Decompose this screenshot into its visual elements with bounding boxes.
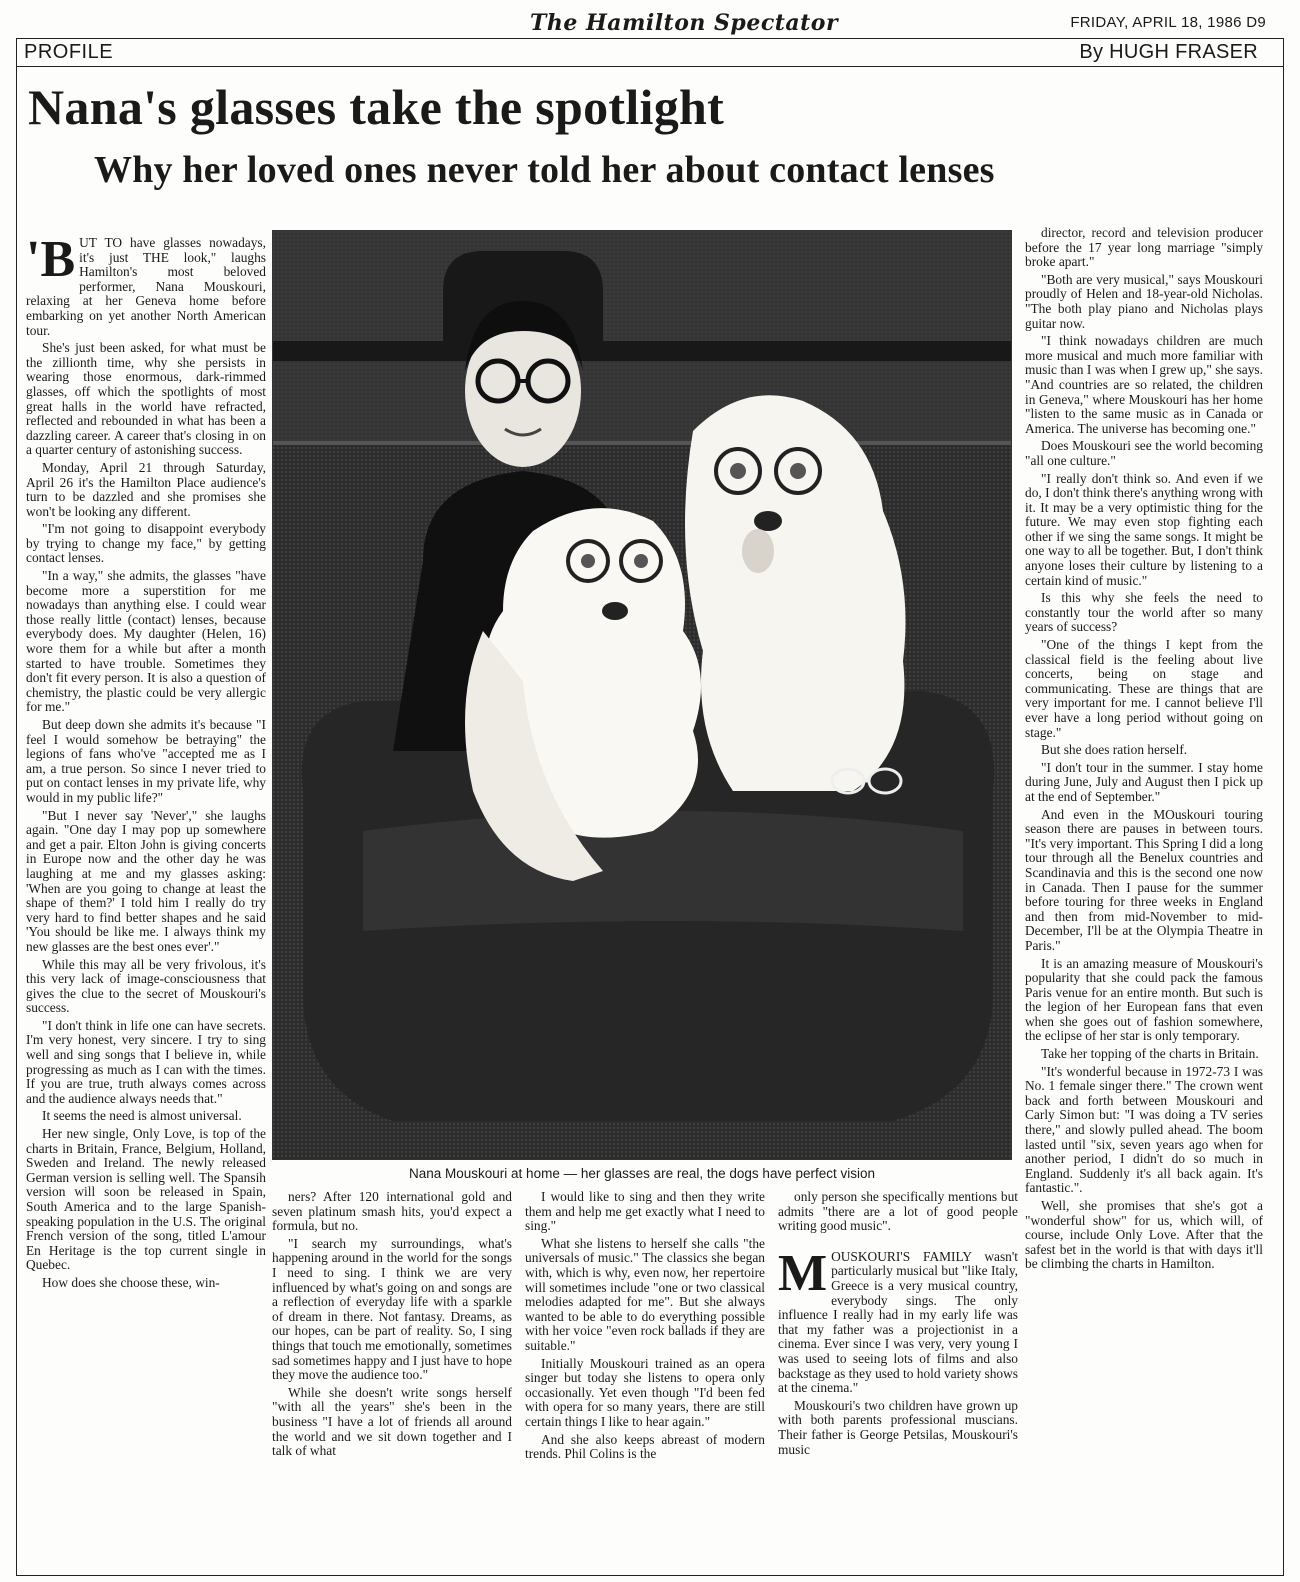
subheadline: Why her loved ones never told her about contact lenses [94, 149, 995, 191]
paragraph: Her new single, Only Love, is top of the charts in Britain, France, Belgium, Holland, Sweden and Ireland. The newly released German version is selling well. The Spansih version will soon be released in Spain, South America and to the large Spanish-speaking population in the U.S. The original French version of the song, titled L'amour En Heritage is the top current single in Quebec. [26, 1126, 266, 1273]
paragraph: Take her topping of the charts in Britain. [1041, 1046, 1259, 1062]
paragraph: While this may all be very frivolous, it's this very lack of image-consciousness that gives the clue to the secret of Mouskouri's success. [26, 956, 266, 1016]
paragraph: "It's wonderful because in 1972-73 I was No. 1 female singer there." The crown went back and forth between Mouskouri and Carly Simon but: "I was doing a TV series there," and slowly pulled ahead. The boom lasted until "six, seven years ago when for another period, I didn't do so much in England. Suddenly it's all back again. It's fantastic.". [1025, 1063, 1263, 1196]
photo-nana-with-dogs [273, 231, 1012, 1160]
photo [272, 230, 1012, 1160]
page-number: D9 [1246, 14, 1266, 31]
paragraph: "I think nowadays children are much more musical and much more familiar with music than I was when I grew up," she says. "And countries are so related, the children in Geneva," where Mouskouri has her home "listen to the same music as in Canada or America. The universe has becoming one." [1025, 333, 1263, 436]
paragraph: It seems the need is almost universal. [42, 1108, 242, 1124]
newspaper-name: The Hamilton Spectator [530, 10, 839, 36]
paragraph: But she does ration herself. [1041, 742, 1188, 758]
dateline [1070, 14, 1266, 31]
byline: By HUGH FRASER [1079, 41, 1258, 63]
issue-date: FRIDAY, APRIL 18, 1986 [1070, 14, 1242, 31]
article-column-2 [272, 1190, 512, 1462]
section-break-paragraph: MOUSKOURI'S FAMILY wasn't particularly musical but "like Italy, Greece is a very musical country, everybody sings. The only influence I really had in my early life was that my father was a projectionist in a cinema. Ever since I was very, very young I was used to seeing lots of films and also backstage as they used to hold variety shows at the cinema." [778, 1244, 1018, 1396]
paragraph: She's just been asked, for what must be the zillionth time, why she persists in wearing those enormous, dark-rimmed glasses, off which the spotlights of most great halls in the world have refracted, reflected and rebounded in what has been a dazzling career. A career that's closing in on a quarter century of astonishing success. [26, 340, 266, 458]
paragraph: Mouskouri's two children have grown up with both parents professional muscians. Their father is George Petsilas, Mouskouri's music [778, 1397, 1018, 1457]
paragraph: I would like to sing and then they write them and help me get exactly what I need to sing." [525, 1189, 765, 1234]
paragraph: "I really don't think so. And even if we do, I don't think there's anything wrong with it. It may be a very optimistic thing for the future. We may even stop fighting each other if we sing the same songs. It might be one way to all be together. But, I don't think anyone loses their culture by listening to a certain kind of music." [1025, 470, 1263, 588]
masthead [0, 6, 1300, 36]
paragraph: director, record and television producer before the 17 year long marriage "simply broke apart." [1025, 225, 1263, 270]
paragraph: And she also keeps abreast of modern trends. Phil Colins is the [525, 1431, 765, 1462]
paragraph: "One of the things I kept from the classical field is the feeling about live concerts, being on stage and communicating. These are things that are very important for me. I cannot believe I'll ever have a long period without going on stage." [1025, 637, 1263, 740]
headline: Nana's glasses take the spotlight [28, 79, 725, 135]
paragraph: And even in the MOuskouri touring season there are pauses in between tours. "It's very important. This Spring I did a long tour through all the Benelux countries and Scandinavia and this is the second one now in Canada. Then I pause for the summer before touring for three weeks in England and then from mid-November to mid-December, I'll be at the Olympia Theatre in Paris." [1025, 806, 1263, 953]
drop-cap: 'B [26, 231, 76, 288]
paragraph: It is an amazing measure of Mouskouri's popularity that she could pack the famous Paris venue for an entire month. But such is the legion of her European fans that even when she goes out of fashion somewhere, the eclipse of her star is only temporary. [1025, 955, 1263, 1044]
section-label: PROFILE [24, 41, 114, 63]
paragraph: Monday, April 21 through Saturday, April 26 it's the Hamilton Place audience's turn to be dazzled and she promises she won't be looking any different. [26, 459, 266, 519]
paragraph: "But I never say 'Never'," she laughs again. "One day I may pop up somewhere and get a pair. Elton John is giving concerts in Europe now and the other day he was laughing at me and my glasses asking: 'When are you going to change at least the shape of them?' I told him I really do try very hard to find better shapes and he said 'You should be like me. I always think my new glasses are the best ones ever'." [26, 807, 266, 954]
paragraph: Well, she promises that she's got a "wonderful show" for us, which will, of course, include Only Love. After that the safest bet in the world is that with days it'll be climbing the charts in Hamilton. [1025, 1198, 1263, 1272]
paragraph: But deep down she admits it's because "I feel I would somehow be betraying" the legions of fans who've "accepted me as I am, a true person. So since I never tried to put on contact lenses in my private life, why would in my public life?" [26, 717, 266, 805]
paragraph: Does Mouskouri see the world becoming "all one culture." [1025, 438, 1263, 468]
paragraph: "I search my surroundings, what's happening around in the world for the songs I need to sing. I think we are very influenced by what's going on and songs are a reflection of everyday life with a sparkle of dream in there. Not fantasy. Dreams, as our hopes, can be part of reality. So, I sing things that touch me emotionally, sometimes sad sometimes happy and I just have to hope they move the audience too." [272, 1235, 512, 1383]
paragraph: What she listens to herself she calls "the universals of music." The classics she began with, which is why, even now, her repertoire will sometimes include "one or two classical melodies adapted for me". But she always wanted to be able to do everything possible with her voice "even rock ballads if they are suitable." [525, 1235, 765, 1353]
paragraph: While she doesn't write songs herself "with all the years" she's been in the business "I have a lot of friends all around the world and we sit down together and I talk of what [272, 1384, 512, 1459]
paragraph: "I'm not going to disappoint everybody by trying to change my face," by getting contact lenses. [26, 521, 266, 566]
photo-caption: Nana Mouskouri at home — her glasses are real, the dogs have perfect vision [409, 1166, 875, 1181]
drop-cap-m: M [778, 1244, 828, 1302]
paragraph: only person she specifically mentions but admits "there are a lot of good people writing good music". [778, 1189, 1018, 1234]
paragraph: "I don't tour in the summer. I stay home during June, July and August then I pick up at the end of September." [1025, 759, 1263, 804]
header-rule [16, 66, 1284, 67]
article-column-4 [778, 1190, 1018, 1460]
paragraph: "In a way," she admits, the glasses "have become more a superstition for me nowadays than anything else. I could wear those really little (contact) lenses, because everybody does. My daughter (Helen, 16) wore them for a while but after a month started to have trouble. Sometimes they don't fit every person. It is also a question of chemistry, the plastic could be very allergic for me." [26, 568, 266, 715]
article-column-3 [525, 1190, 765, 1465]
paragraph: Is this why she feels the need to constantly tour the world after so many years of success? [1025, 590, 1263, 635]
paragraph: "Both are very musical," says Mouskouri proudly of Helen and 18-year-old Nicholas. "The both play piano and Nicholas plays guitar now. [1025, 271, 1263, 331]
article-column-5 [1025, 226, 1263, 1275]
paragraph: Initially Mouskouri trained as an opera singer but today she listens to opera only occasionally. Yet even though "I'd been fed with opera for so many years, there are still certain things I like to hear again." [525, 1355, 765, 1429]
paragraph: ners? After 120 international gold and seven platinum smash hits, you'd expect a formula, but no. [272, 1189, 512, 1234]
paragraph: "I don't think in life one can have secrets. I'm very honest, very sincere. I try to sing well and sing songs that I believe in, while progressing as much as I can with the times. If you are true, truth always comes across and the audience always needs that." [26, 1017, 266, 1106]
paragraph: How does she choose these, win- [42, 1274, 220, 1290]
article-column-1 [26, 231, 266, 1294]
lead-paragraph: 'BUT TO have glasses nowadays, it's just THE look," laughs Hamilton's most beloved performer, Nana Mouskouri, relaxing at her Geneva home before embarking on yet another North American tour. [26, 231, 266, 338]
